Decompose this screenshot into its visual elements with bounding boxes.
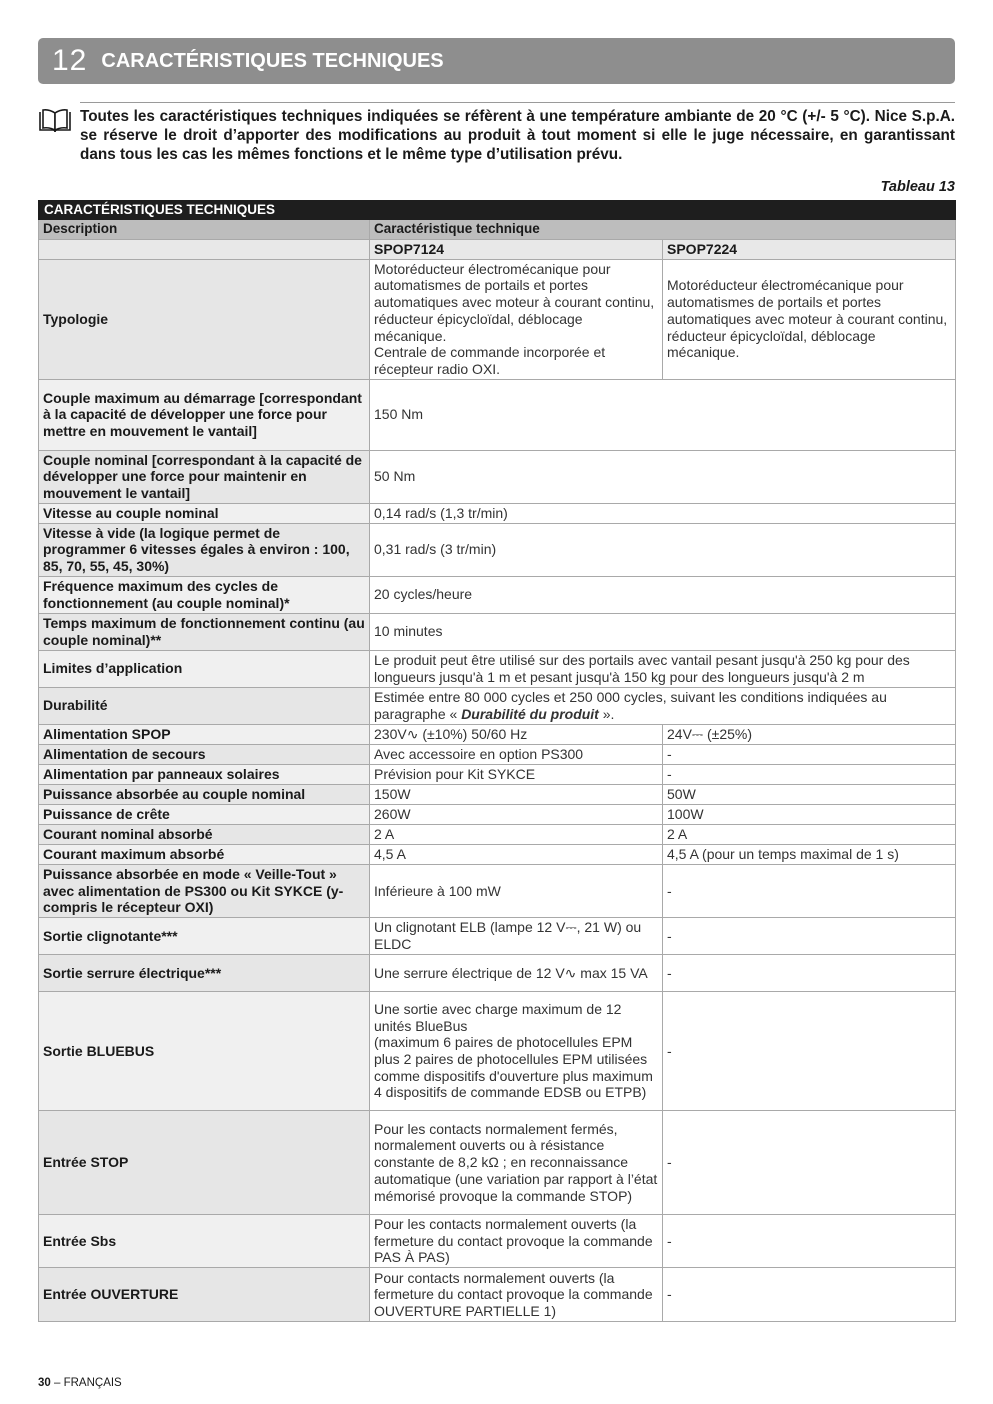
row-value: 150 Nm bbox=[370, 379, 956, 450]
table-banner-row bbox=[39, 201, 956, 220]
table-row bbox=[39, 1214, 956, 1267]
row-value-spop7124: 260W bbox=[370, 804, 663, 824]
row-description: Puissance absorbée au couple nominal bbox=[39, 784, 370, 804]
table-row bbox=[39, 804, 956, 824]
row-value-spop7224: - bbox=[663, 991, 956, 1110]
table-row bbox=[39, 724, 956, 744]
table-row bbox=[39, 991, 956, 1110]
row-description: Couple nominal [correspondant à la capacité de développer une force pour maintenir en mouvement le vantail] bbox=[39, 450, 370, 503]
row-description: Sortie clignotante*** bbox=[39, 917, 370, 954]
row-description: Fréquence maximum des cycles de fonctionnement (au couple nominal)* bbox=[39, 576, 370, 613]
row-description: Vitesse au couple nominal bbox=[39, 503, 370, 523]
row-value-spop7124: 4,5 A bbox=[370, 844, 663, 864]
row-value-spop7124: Motoréducteur électromécanique pour automatismes de portails et portes automatiques avec moteur à courant continu, réducteur épicycloïdal, déblocage mécanique. Centrale de commande incorporée et récepteur radio OXI. bbox=[370, 259, 663, 379]
row-description: Alimentation de secours bbox=[39, 744, 370, 764]
row-value-spop7224: 50W bbox=[663, 784, 956, 804]
note-text: Toutes les caractéristiques techniques indiquées se réfèrent à une température ambiante de 20 °C (+/- 5 °C). Nice S.p.A. se réserve le droit d’apporter des modifications au produit à tout moment si elle le juge nécessaire, en garantissant dans tous les cas les mêmes fonctions et le même type d’utilisation prévu. bbox=[80, 108, 955, 163]
row-description: Alimentation par panneaux solaires bbox=[39, 764, 370, 784]
row-value-spop7224: - bbox=[663, 1214, 956, 1267]
table-models-row bbox=[39, 239, 956, 259]
row-description: Courant nominal absorbé bbox=[39, 824, 370, 844]
row-value-spop7124: Une serrure électrique de 12 V∿ max 15 VA bbox=[370, 954, 663, 991]
col-description-header: Description bbox=[39, 220, 370, 240]
table-row bbox=[39, 864, 956, 917]
row-value-spop7124: Pour contacts normalement ouverts (la fermeture du contact provoque la commande OUVERTURE PARTIELLE 1) bbox=[370, 1268, 663, 1322]
table-row bbox=[39, 844, 956, 864]
row-description: Puissance absorbée en mode « Veille-Tout » avec alimentation de PS300 ou Kit SYKCE (y-compris le récepteur OXI) bbox=[39, 864, 370, 917]
section-number: 12 bbox=[52, 44, 88, 77]
row-value-spop7124: Avec accessoire en option PS300 bbox=[370, 744, 663, 764]
model-1-header: SPOP7124 bbox=[370, 239, 663, 259]
row-value: 50 Nm bbox=[370, 450, 956, 503]
table-row bbox=[39, 1268, 956, 1322]
row-value-spop7124: Pour les contacts normalement ouverts (la fermeture du contact provoque la commande PAS À PAS) bbox=[370, 1214, 663, 1267]
row-value-spop7224: 24V⎓ (±25%) bbox=[663, 724, 956, 744]
table-row bbox=[39, 824, 956, 844]
table-row bbox=[39, 1110, 956, 1214]
row-value-spop7124: Pour les contacts normalement fermés, normalement ouverts ou à résistance constante de 8,2 kΩ ; en reconnaissance automatique (une variation par rapport à l’état mémorisé provoque la commande STOP) bbox=[370, 1110, 663, 1214]
table-row bbox=[39, 523, 956, 576]
value-text: ». bbox=[598, 705, 615, 722]
model-2-header: SPOP7224 bbox=[663, 239, 956, 259]
row-value-spop7124: Prévision pour Kit SYKCE bbox=[370, 764, 663, 784]
row-value-spop7124: Une sortie avec charge maximum de 12 unités BlueBus (maximum 6 paires de photocellules EPM plus 2 paires de photocellules EPM utilisées comme dispositifs d'ouverture plus maximum 4 dispositifs de commande EDSB ou ETPB) bbox=[370, 991, 663, 1110]
table-row bbox=[39, 613, 956, 650]
value-emphasis: Durabilité du produit bbox=[461, 705, 599, 722]
table-row bbox=[39, 687, 956, 724]
table-row bbox=[39, 259, 956, 379]
row-value-spop7224: 4,5 A (pour un temps maximal de 1 s) bbox=[663, 844, 956, 864]
row-value-spop7224: - bbox=[663, 744, 956, 764]
row-value-spop7124: 2 A bbox=[370, 824, 663, 844]
table-row bbox=[39, 784, 956, 804]
table-banner: CARACTÉRISTIQUES TECHNIQUES bbox=[39, 201, 956, 220]
row-value-spop7224: 2 A bbox=[663, 824, 956, 844]
section-header bbox=[38, 38, 955, 84]
table-row bbox=[39, 917, 956, 954]
row-description: Alimentation SPOP bbox=[39, 724, 370, 744]
table-row bbox=[39, 744, 956, 764]
note-divider bbox=[80, 102, 955, 103]
row-value-spop7224: - bbox=[663, 954, 956, 991]
row-value bbox=[370, 687, 956, 724]
table-row bbox=[39, 576, 956, 613]
row-description: Courant maximum absorbé bbox=[39, 844, 370, 864]
table-caption: Tableau 13 bbox=[880, 179, 955, 195]
footer-language: – FRANÇAIS bbox=[50, 1377, 122, 1389]
table-row bbox=[39, 650, 956, 687]
row-value-spop7224: - bbox=[663, 764, 956, 784]
row-description: Temps maximum de fonctionnement continu (au couple nominal)** bbox=[39, 613, 370, 650]
row-value-spop7124: 230V∿ (±10%) 50/60 Hz bbox=[370, 724, 663, 744]
value-text: Estimée entre 80 000 cycles et 250 000 cycles, suivant les conditions indiquées au paragraphe « bbox=[374, 689, 887, 722]
row-value: 0,31 rad/s (3 tr/min) bbox=[370, 523, 956, 576]
table-row bbox=[39, 764, 956, 784]
table-row bbox=[39, 503, 956, 523]
row-description: Puissance de crête bbox=[39, 804, 370, 824]
page-number: 30 bbox=[38, 1377, 51, 1389]
row-description: Durabilité bbox=[39, 687, 370, 724]
col-characteristic-header: Caractéristique technique bbox=[370, 220, 956, 240]
row-value-spop7224: 100W bbox=[663, 804, 956, 824]
table-row bbox=[39, 954, 956, 991]
row-value-spop7224: - bbox=[663, 1268, 956, 1322]
row-value: 20 cycles/heure bbox=[370, 576, 956, 613]
row-description: Entrée OUVERTURE bbox=[39, 1268, 370, 1322]
row-value-spop7124: 150W bbox=[370, 784, 663, 804]
row-value-spop7124: Inférieure à 100 mW bbox=[370, 864, 663, 917]
row-description: Entrée STOP bbox=[39, 1110, 370, 1214]
row-description: Sortie serrure électrique*** bbox=[39, 954, 370, 991]
row-description: Vitesse à vide (la logique permet de programmer 6 vitesses égales à environ : 100, 85, 70, 55, 45, 30%) bbox=[39, 523, 370, 576]
table-row bbox=[39, 450, 956, 503]
row-value: 0,14 rad/s (1,3 tr/min) bbox=[370, 503, 956, 523]
row-value: Le produit peut être utilisé sur des portails avec vantail pesant jusqu'à 250 kg pour des longueurs jusqu'à 1 m et pesant jusqu'à 150 kg pour des longueurs jusqu'à 2 m bbox=[370, 650, 956, 687]
row-value-spop7224: - bbox=[663, 1110, 956, 1214]
row-value-spop7224: Motoréducteur électromécanique pour automatismes de portails et portes automatiques avec moteur à courant continu, réducteur épicycloïdal, déblocage mécanique. bbox=[663, 259, 956, 379]
models-blank-cell bbox=[39, 239, 370, 259]
row-value-spop7124: Un clignotant ELB (lampe 12 V⎓, 21 W) ou ELDC bbox=[370, 917, 663, 954]
specs-table bbox=[38, 200, 956, 1322]
row-description: Entrée Sbs bbox=[39, 1214, 370, 1267]
row-value-spop7224: - bbox=[663, 864, 956, 917]
page-footer bbox=[38, 1377, 122, 1389]
row-description: Limites d’application bbox=[39, 650, 370, 687]
row-description: Typologie bbox=[39, 259, 370, 379]
section-title: CARACTÉRISTIQUES TECHNIQUES bbox=[101, 49, 444, 72]
row-description: Sortie BLUEBUS bbox=[39, 991, 370, 1110]
table-row bbox=[39, 379, 956, 450]
row-value: 10 minutes bbox=[370, 613, 956, 650]
book-icon bbox=[38, 108, 72, 134]
row-value-spop7224: - bbox=[663, 917, 956, 954]
table-header-row bbox=[39, 220, 956, 240]
row-description: Couple maximum au démarrage [correspondant à la capacité de développer une force pour mettre en mouvement le vantail] bbox=[39, 379, 370, 450]
